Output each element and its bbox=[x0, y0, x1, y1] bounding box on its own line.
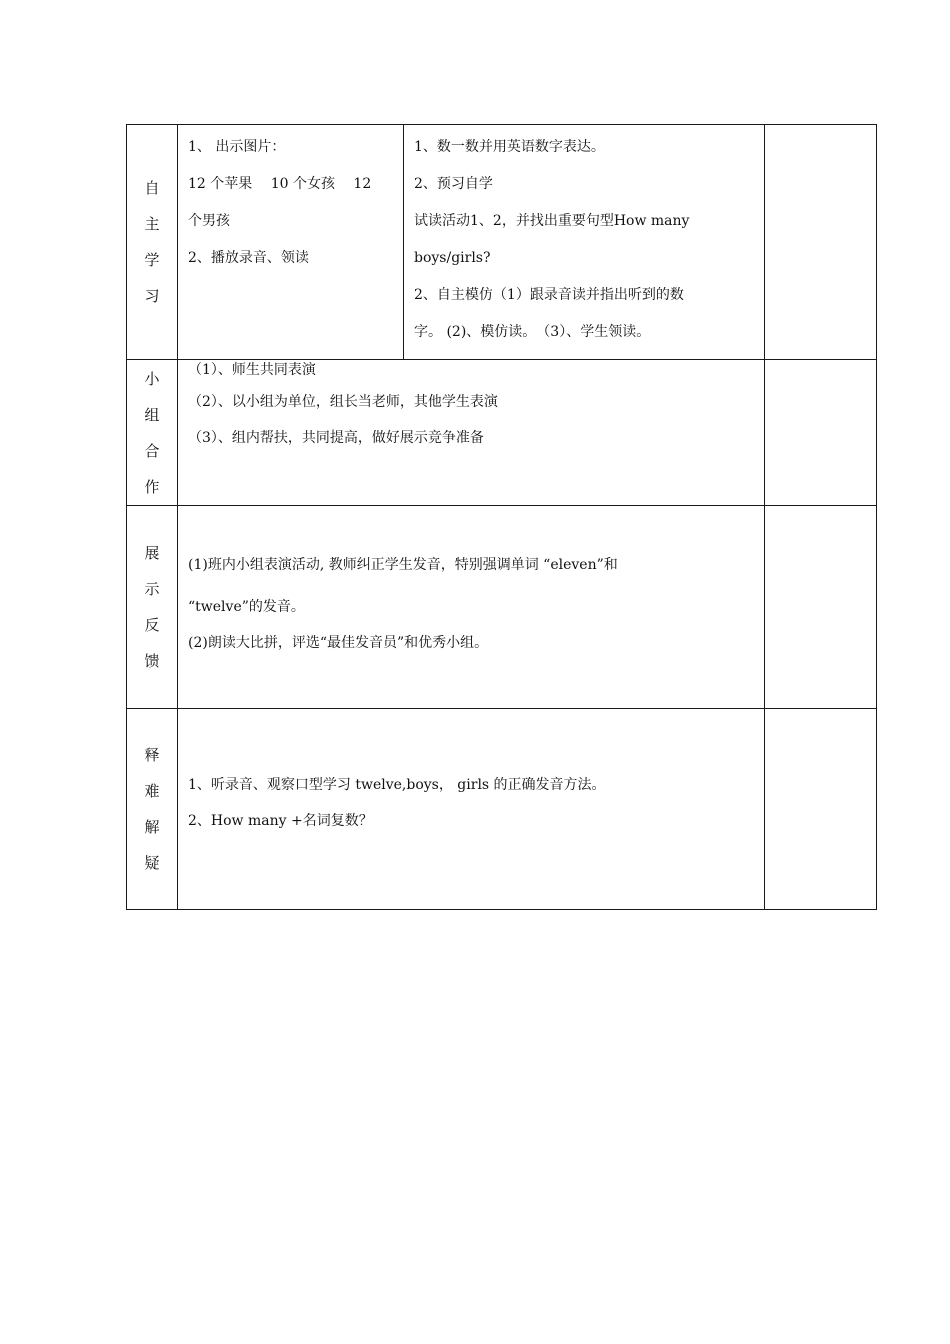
row-group-work bbox=[127, 360, 877, 506]
text-line: 试读活动1、2，并找出重要句型How many bbox=[414, 213, 690, 229]
label-char: 释 bbox=[144, 746, 160, 764]
text-line: (2)朗读大比拼，评选“最佳发音员”和优秀小组。 bbox=[188, 635, 489, 651]
text-line: 1、 出示图片： bbox=[188, 139, 286, 155]
label-char: 学 bbox=[144, 251, 160, 269]
text-line: 2、播放录音、领读 bbox=[188, 250, 309, 266]
text-line: 12 个苹果 10 个女孩 12 bbox=[188, 176, 372, 192]
notes-cell bbox=[765, 360, 877, 506]
label-char: 馈 bbox=[144, 652, 160, 670]
label-char: 组 bbox=[144, 405, 160, 424]
label-char: 疑 bbox=[144, 854, 160, 872]
row-self-study bbox=[127, 125, 877, 360]
row-difficulty-resolution bbox=[127, 709, 877, 910]
section-label bbox=[127, 506, 178, 709]
label-char: 反 bbox=[144, 616, 160, 634]
text-line: 2、自主模仿（1）跟录音读并指出听到的数 bbox=[414, 287, 684, 303]
notes-cell bbox=[765, 709, 877, 910]
notes-cell bbox=[765, 506, 877, 709]
activity-cell bbox=[178, 506, 765, 709]
text-line: (1)班内小组表演活动, 教师纠正学生发音，特别强调单词 “eleven”和 bbox=[188, 557, 618, 573]
label-char: 习 bbox=[144, 287, 160, 305]
activity-cell bbox=[178, 360, 765, 506]
text-line: 2、How many +名词复数？ bbox=[188, 813, 373, 829]
label-char: 示 bbox=[144, 580, 160, 598]
text-line: 个男孩 bbox=[188, 213, 230, 229]
label-char: 展 bbox=[144, 544, 160, 562]
text-line: 1、听录音、观察口型学习 twelve,boys， girls 的正确发音方法。 bbox=[188, 777, 606, 793]
section-label bbox=[127, 125, 178, 360]
student-activity-cell bbox=[404, 125, 765, 360]
section-label bbox=[127, 360, 178, 506]
text-line: （1）、师生共同表演 bbox=[188, 362, 316, 378]
label-char: 作 bbox=[144, 477, 160, 496]
text-line: 字。 (2)、模仿读。 （3）、学生领读。 bbox=[414, 324, 651, 340]
notes-cell bbox=[765, 125, 877, 360]
text-line: boys/girls? bbox=[414, 250, 491, 266]
label-char: 合 bbox=[144, 441, 160, 460]
label-char: 主 bbox=[144, 215, 160, 233]
label-char: 自 bbox=[144, 179, 160, 197]
text-line: “twelve”的发音。 bbox=[188, 599, 305, 615]
text-line: （2）、以小组为单位，组长当老师，其他学生表演 bbox=[188, 394, 498, 410]
label-char: 小 bbox=[144, 369, 160, 388]
row-presentation-feedback bbox=[127, 506, 877, 709]
label-char: 解 bbox=[144, 818, 160, 836]
teacher-activity-cell bbox=[178, 125, 404, 360]
text-line: 1、数一数并用英语数字表达。 bbox=[414, 139, 605, 155]
text-line: （3）、组内帮扶，共同提高，做好展示竞争准备 bbox=[188, 430, 484, 446]
lesson-plan-table bbox=[126, 124, 877, 910]
label-char: 难 bbox=[144, 782, 160, 800]
activity-cell bbox=[178, 709, 765, 910]
section-label bbox=[127, 709, 178, 910]
text-line: 2、预习自学 bbox=[414, 176, 493, 192]
